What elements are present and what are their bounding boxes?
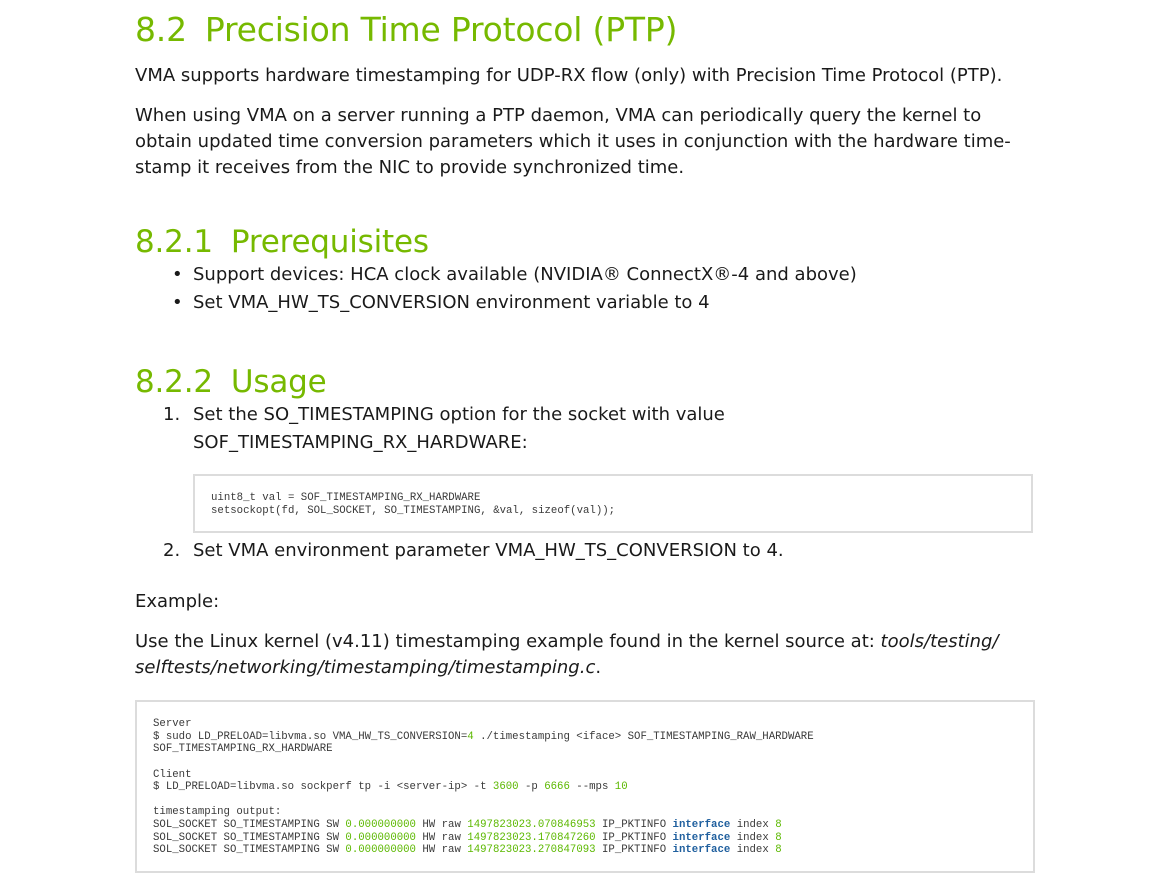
code-line: setsockopt(fd, SOL_SOCKET, SO_TIMESTAMPING, &val, sizeof(val)); (211, 504, 616, 517)
prereq-title: Prerequisites (230, 224, 429, 260)
usage-step-2 (163, 537, 1035, 565)
code-block-example[interactable] (135, 700, 1035, 873)
step-text: Set the SO_TIMESTAMPING option for the socket with value (193, 404, 725, 425)
code-line: Client (153, 768, 192, 781)
step-text: SOF_TIMESTAMPING_RX_HARDWARE: (193, 432, 528, 453)
prereq-heading (135, 223, 1035, 261)
section-number: 8.2 (135, 10, 187, 49)
code-blank-line (153, 756, 1017, 769)
example-paragraph (135, 629, 1035, 681)
list-item: • Set VMA_HW_TS_CONVERSION environment variable to 4 (193, 289, 1035, 317)
example-suffix: . (595, 657, 602, 679)
usage-step-1 (163, 401, 1035, 457)
section-heading (135, 0, 1035, 50)
code-line: SOL_SOCKET SO_TIMESTAMPING SW 0.000000000 HW raw 1497823023.270847093 IP_PKTINFO interface index 8 (153, 844, 782, 857)
step-marker: 2. (163, 540, 181, 562)
code-line: $ LD_PRELOAD=libvma.so sockperf tp -i <server-ip> -t 3600 -p 6666 --mps 10 (153, 781, 628, 794)
prereq-number: 8.2.1 (135, 224, 213, 260)
usage-title: Usage (230, 364, 327, 400)
section-title: Precision Time Protocol (PTP) (204, 10, 678, 49)
code-line: $ sudo LD_PRELOAD=libvma.so VMA_HW_TS_CONVERSION=4 ./timestamping <iface> SOF_TIMESTAMPING_RAW_HARDWARE (153, 730, 814, 743)
code-blank-line (153, 794, 1017, 807)
description-paragraph: When using VMA on a server running a PTP daemon, VMA can periodically query the kernel to obtain updated time conversion parameters which it uses in conjunction with the hardware time-stamp it receives from the NIC to provide synchronized time. (135, 105, 1011, 178)
step-text: Set VMA environment parameter VMA_HW_TS_CONVERSION to 4. (193, 540, 784, 562)
intro-paragraph: VMA supports hardware timestamping for UDP-RX flow (only) with Precision Time Protocol (PTP). (135, 65, 1003, 86)
example-label: Example: (135, 591, 220, 613)
usage-number: 8.2.2 (135, 364, 213, 400)
prereq-list (135, 261, 1035, 317)
usage-heading (135, 363, 1035, 401)
code-line: Server (153, 718, 192, 731)
usage-steps (135, 401, 1035, 457)
example-path: tools/testing/ (880, 631, 999, 653)
example-path: selftests/networking/timestamping/timestamping.c (135, 657, 596, 679)
code-line: SOL_SOCKET SO_TIMESTAMPING SW 0.000000000 HW raw 1497823023.170847260 IP_PKTINFO interface index 8 (153, 831, 782, 844)
usage-steps-continued (135, 537, 1035, 565)
code-line: uint8_t val = SOF_TIMESTAMPING_RX_HARDWARE (211, 492, 481, 504)
list-item: • Support devices: HCA clock available (NVIDIA® ConnectX®-4 and above) (193, 261, 1035, 289)
example-text: Use the Linux kernel (v4.11) timestamping example found in the kernel source at: (135, 631, 881, 653)
code-line: SOL_SOCKET SO_TIMESTAMPING SW 0.000000000 HW raw 1497823023.070846953 IP_PKTINFO interface index 8 (153, 818, 782, 831)
code-line: timestamping output: (153, 806, 282, 819)
code-block-setsockopt[interactable] (193, 474, 1033, 533)
step-marker: 1. (163, 404, 181, 425)
document-page (135, 0, 1035, 873)
code-line: SOF_TIMESTAMPING_RX_HARDWARE (153, 743, 333, 756)
